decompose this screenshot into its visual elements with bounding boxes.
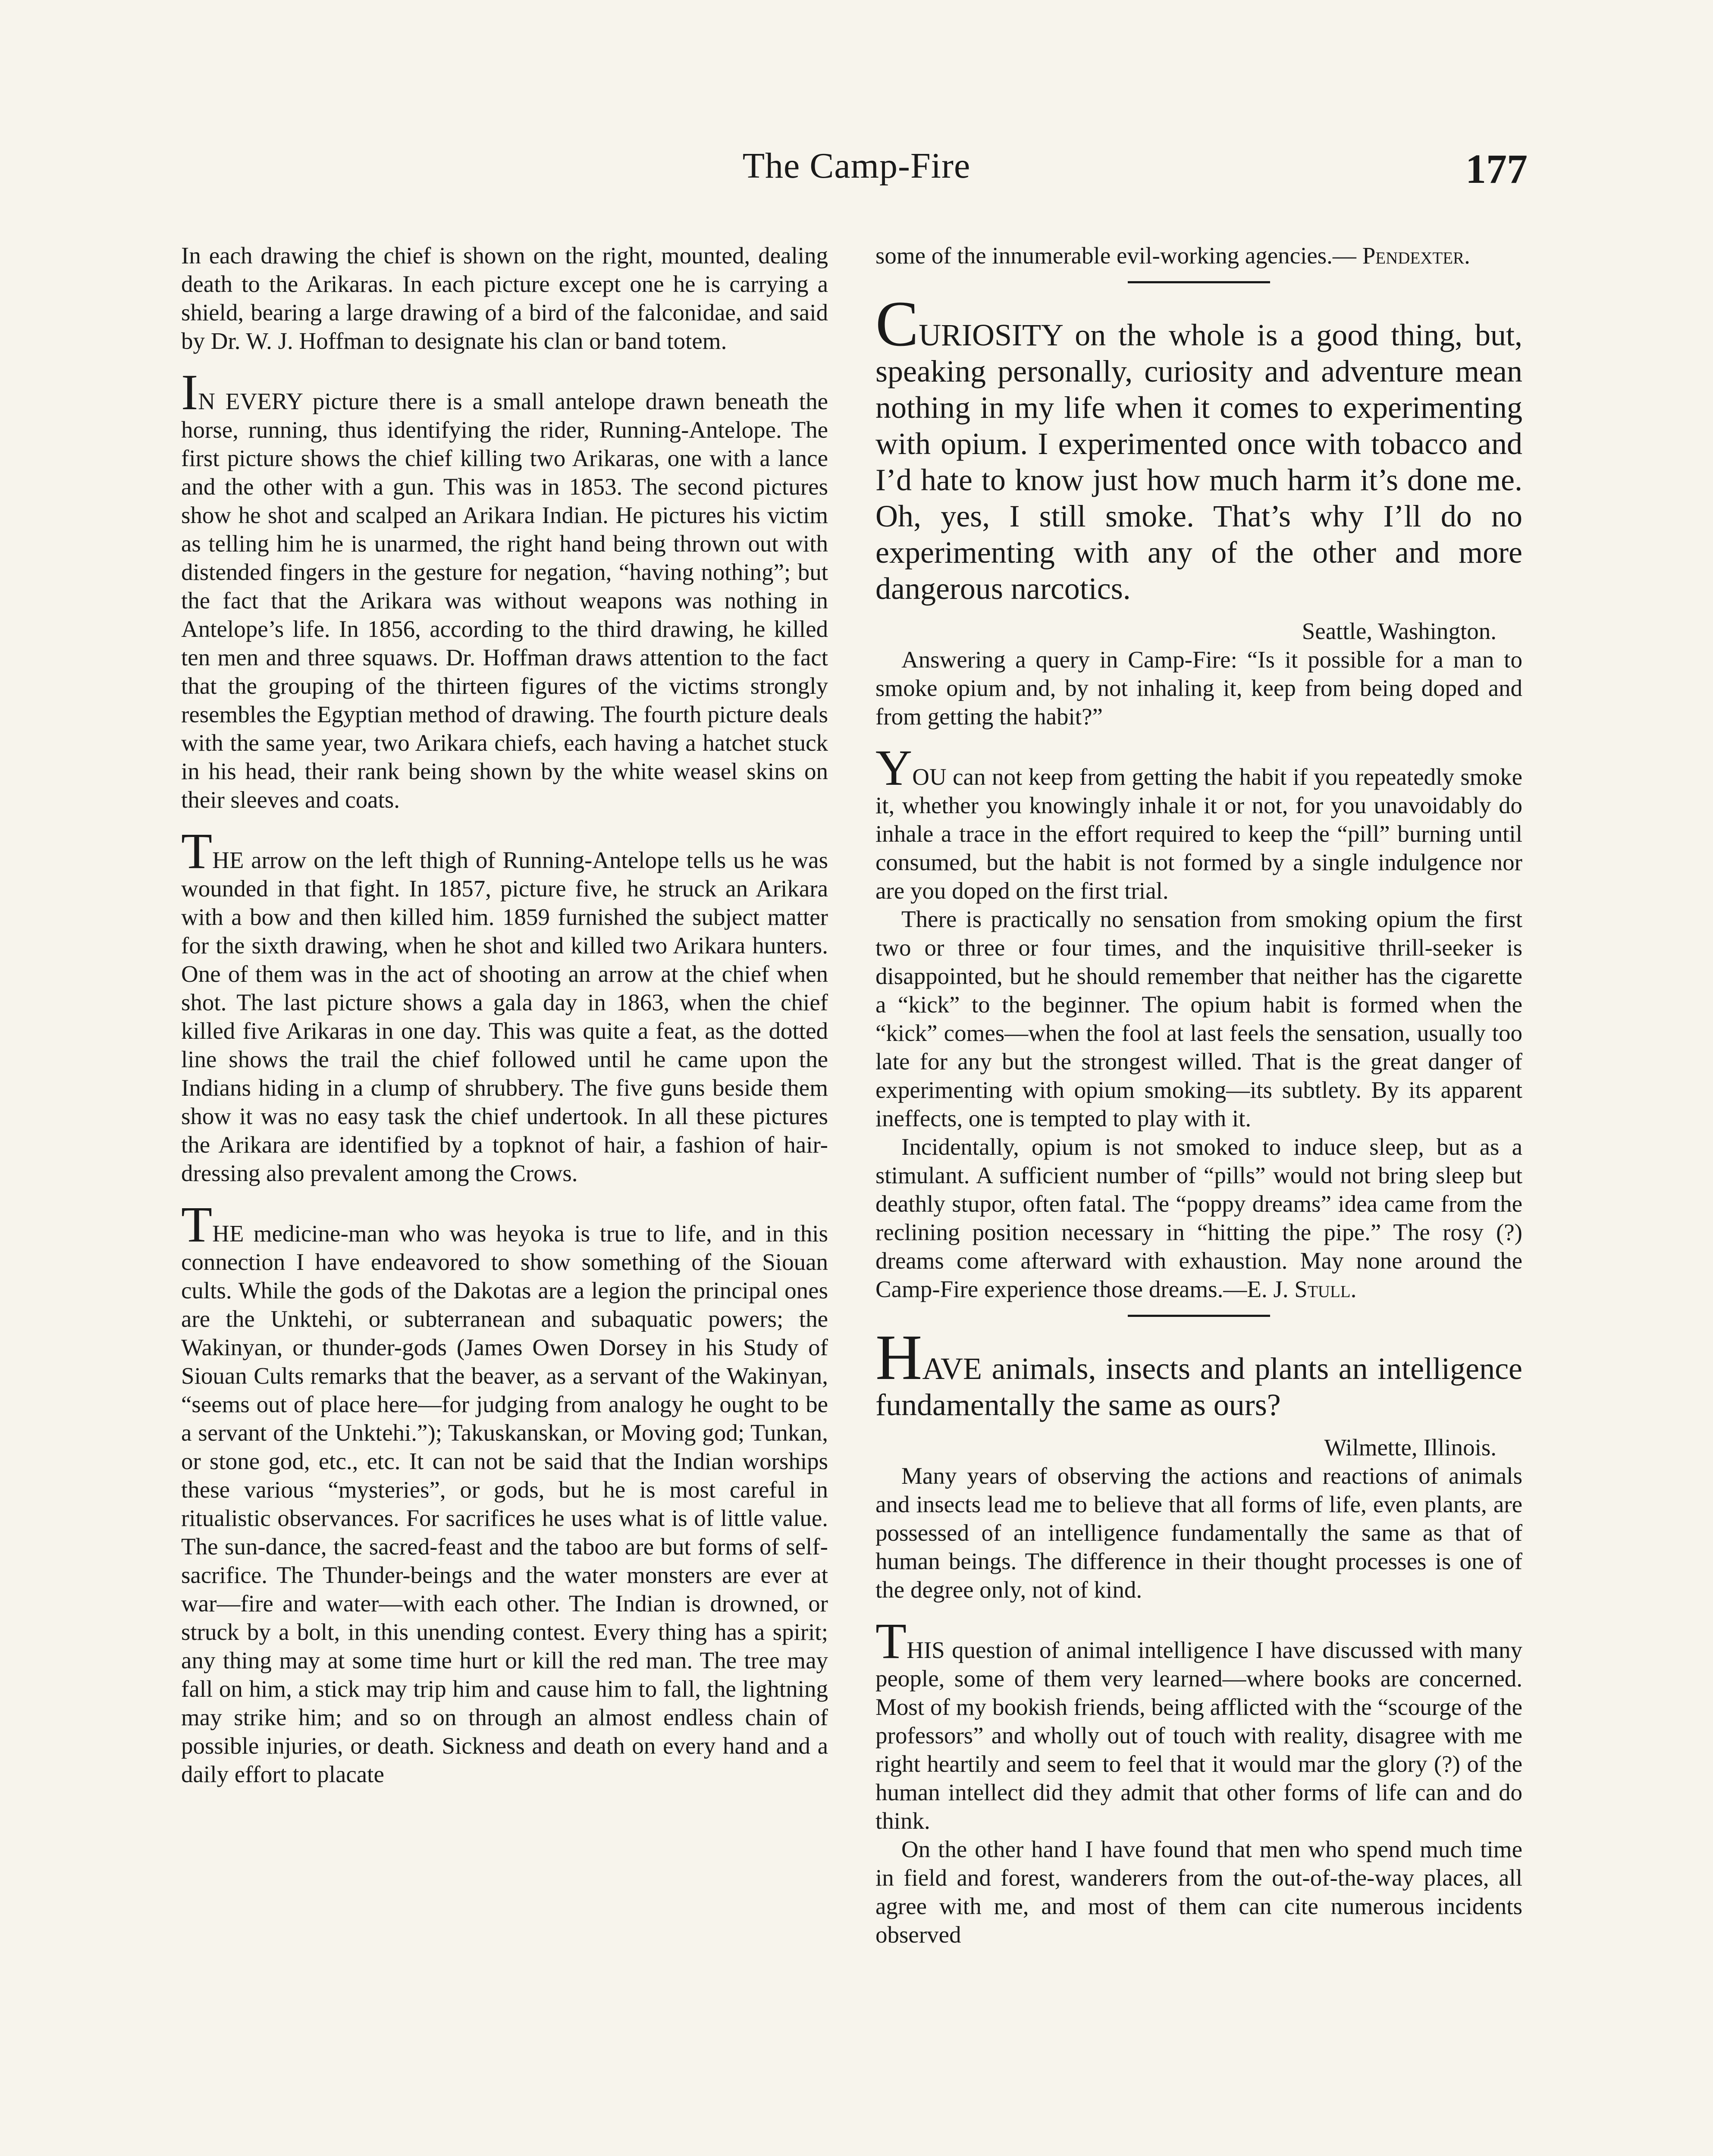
paragraph: In each drawing the chief is shown on the right, mounted, dealing death to the Arikaras. In each picture except one he is carrying a shield, bearing a large drawing of a bird of the falconidae, and said by Dr. W. J. Hoffman to designate his clan or band totem. bbox=[181, 242, 828, 354]
paragraph: THE arrow on the left thigh of Running-Antelope tells us he was wounded in that fight. In 1857, picture five, he struck an Arikara with a bow and then killed him. 1859 furnished the subject matter for the sixth drawing, when he shot and killed two Arikara hunters. One of them was in the act of shooting an arrow at the chief when shot. The last picture shows a gala day in 1863, when the chief killed five Arikaras in one day. This was quite a feat, as the dotted line shows the trail the chief followed until he came upon the Indians hiding in a clump of shrubbery. The five guns beside them show it was no easy task the chief undertook. In all these pictures the Arikara are identified by a topknot of hair, a fashion of hair-dressing also prevalent among the Crows. bbox=[181, 823, 828, 1186]
page-number: 177 bbox=[1465, 146, 1528, 192]
paragraph: On the other hand I have found that men who spend much time in field and forest, wanderers from the out-of-the-way places, all agree with me, and most of them can cite numerous incidents observed bbox=[875, 1836, 1522, 1948]
letter-opening: CURIOSITY on the whole is a good thing, but, speaking personally, curiosity and adventure mean nothing in my life when it comes to experimenting with opium. I experimented once with tobacco and I’d hate to know just how much harm it’s done me. Oh, yes, I still smoke. That’s why I’ll do no experimenting with any of the other and more dangerous narcotics. bbox=[875, 288, 1522, 606]
paragraph bbox=[875, 1133, 1522, 1304]
left-column bbox=[181, 241, 828, 1813]
dateline: Seattle, Washington. bbox=[1302, 618, 1497, 644]
signature: E. J. Stull. bbox=[1247, 1276, 1357, 1302]
dateline: Wilmette, Illinois. bbox=[1324, 1434, 1497, 1460]
paragraph: Many years of observing the actions and reactions of animals and insects lead me to believe that all forms of life, even plants, are possessed of an intelligence fundamentally the same as that of human beings. The difference in their thought processes is one of the degree only, not of kind. bbox=[875, 1463, 1522, 1603]
paragraph: There is practically no sensation from smoking opium the first two or three or four times, and the inquisitive thrill-seeker is disappointed, but he should remember that neither has the cigarette a “kick” to the beginner. The opium habit is formed when the “kick” comes—when the fool at last feels the sensation, usually too late for any but the strongest willed. That is the great danger of experimenting with opium smoking—its subtlety. By its apparent ineffects, one is tempted to play with it. bbox=[875, 906, 1522, 1131]
paragraph-text: Incidentally, opium is not smoked to induce sleep, but as a stimulant. A sufficient number of “pills” would not bring sleep but deathly stupor, often fatal. The “poppy dreams” idea came from the reclining position necessary in “hitting the pipe.” The rosy (?) dreams come afterward with exhaustion. May none around the Camp-Fire experience those dreams.— bbox=[875, 1134, 1522, 1302]
divider bbox=[1128, 281, 1270, 283]
running-head: The Camp-Fire bbox=[742, 146, 971, 186]
signature: Pendexter. bbox=[1362, 242, 1470, 269]
letter-opening: HAVE animals, insects and plants an intelligence fundamentally the same as ours? bbox=[875, 1322, 1522, 1422]
paragraph: THE medicine-man who was heyoka is true to life, and in this connection I have endeavored to show something of the Siouan cults. While the gods of the Dakotas are a legion the principal ones are the Unktehi, or subterranean and subaquatic powers; the Wakinyan, or thunder-gods (James Owen Dorsey in his Study of Siouan Cults remarks that the beaver, as a servant of the Wakinyan, “seems out of place here—for judging from analogy he ought to be a servant of the Unktehi.”); Takuskanskan, or Moving god; Tunkan, or stone god, etc., etc. It can not be said that the Indian worships these various “mysteries”, or gods, but he is most careful in ritualistic observances. For sacrifices he uses what is of little value. The sun-dance, the sacred-feast and the taboo are but forms of self-sacrifice. The Thunder-beings and the water monsters are ever at war—fire and water—with each other. The Indian is drowned, or struck by a bolt, in this unending contest. Every thing has a spirit; any thing may at some time hurt or kill the red man. The tree may fall on him, a stick may trip him and cause him to fall, the lightning may strike him; and so on through an almost endless chain of possible injuries, or death. Sickness and death on every hand and a daily effort to placate bbox=[181, 1196, 828, 1787]
paragraph: IN EVERY picture there is a small antelope drawn beneath the horse, running, thus identifying the rider, Running-Antelope. The first picture shows the chief killing two Arikaras, one with a lance and the other with a gun. This was in 1853. The second pictures show he shot and scalped an Arikara Indian. He pictures his victim as telling him he is unarmed, the right hand being thrown out with distended fingers in the gesture for negation, “having nothing”; but the fact that the Arikara was without weapons was nothing in Antelope’s life. In 1856, according to the third drawing, he killed ten men and three squaws. Dr. Hoffman draws attention to the fact that the grouping of the thirteen figures of the victims strongly resembles the Egyptian method of drawing. The fourth picture deals with the same year, two Arikara chiefs, each having a hatchet stuck in his head, their rank being shown by the white weasel skins on their sleeves and coats. bbox=[181, 364, 828, 813]
paragraph bbox=[875, 241, 1522, 270]
paragraph-text: some of the innumerable evil-working agencies.— bbox=[875, 242, 1356, 269]
right-column bbox=[875, 241, 1522, 1949]
paragraph: THIS question of animal intelligence I have discussed with many people, some of them very learned—where books are concerned. Most of my bookish friends, being afflicted with the “scourge of the professors” and wholly out of touch with reality, disagree with me right heartily and seem to feel that it would mar the glory (?) of the human intellect did they admit that other forms of life can and do think. bbox=[875, 1613, 1522, 1834]
paragraph: YOU can not keep from getting the habit if you repeatedly smoke it, whether you knowingly inhale it or not, for you unavoidably do inhale a trace in the effort required to keep the “pill” burning until consumed, but the habit is not formed by a single indulgence nor are you doped on the first trial. bbox=[875, 740, 1522, 904]
divider bbox=[1128, 1315, 1270, 1317]
paragraph: Answering a query in Camp-Fire: “Is it possible for a man to smoke opium and, by not inhaling it, keep from being doped and from getting the habit?” bbox=[875, 646, 1522, 730]
